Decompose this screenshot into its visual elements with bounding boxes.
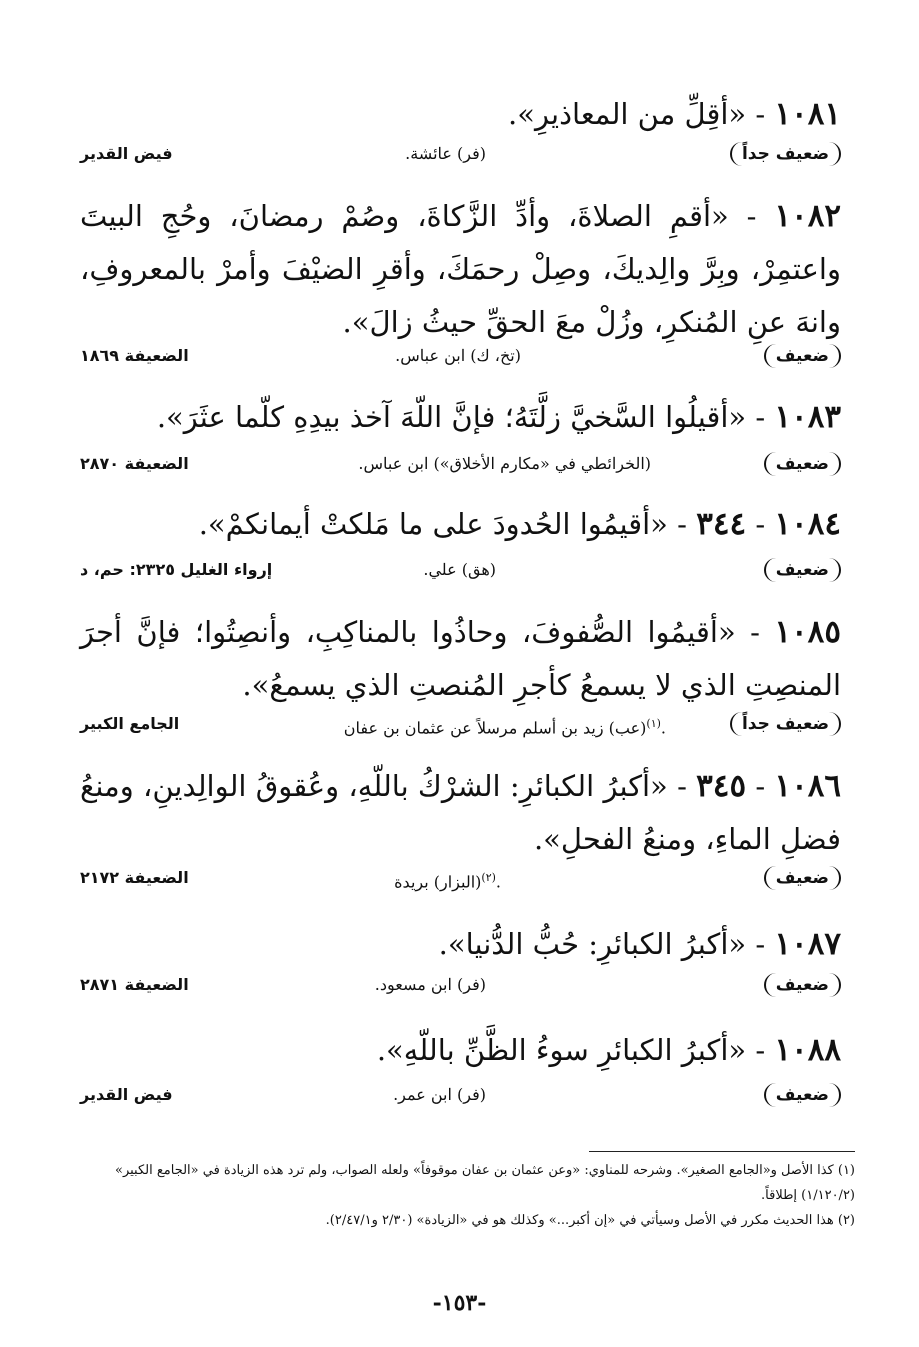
hadith-meta xyxy=(80,452,841,482)
dash: - xyxy=(746,507,766,541)
hadith-number: ١٠٨٨ xyxy=(774,1032,841,1068)
hadith-number: ١٠٨٤ xyxy=(774,506,841,542)
source-text: (فر) ابن عمر. xyxy=(393,1085,486,1104)
dash: - xyxy=(667,507,687,541)
hadith-number: ١٠٨٧ xyxy=(774,926,841,962)
grade-badge: ضعيف xyxy=(764,973,841,997)
hadith-entry xyxy=(80,190,841,349)
hadith-text: «أكبرُ الكبائرِ: الشرْكُ باللّهِ، وعُقوقُ الوالِدينِ، ومنعُ فضلِ الماءِ، ومنعُ الفحلِ». xyxy=(80,769,841,856)
hadith-number: ١٠٨٢ xyxy=(774,198,841,234)
hadith-entry xyxy=(80,760,841,866)
dash: - xyxy=(746,927,766,961)
grade-badge: ضعيف xyxy=(764,558,841,582)
grade-badge: ضعيف xyxy=(764,866,841,890)
dash: - xyxy=(735,615,760,649)
hadith-text: «أقيمُوا الصُّفوفَ، وحاذُوا بالمناكِبِ، وأنصِتُوا؛ فإنَّ أجرَ المنصِتِ الذي لا يسمعُ كأجرِ المُنصتِ الذي يسمعُ». xyxy=(80,615,841,702)
grade-badge: ضعيف xyxy=(764,1083,841,1107)
hadith-text: «أكبرُ الكبائرِ: حُبُّ الدُّنيا». xyxy=(438,927,747,961)
footnote: (١) كذا الأصل و«الجامع الصغير». وشرحه للمناوي: «وعن عثمان بن عفان موقوفاً» ولعله الصواب، ولم ترد هذه الزيادة في «الجامع الكبير» (١/١٢٠/٢) إطلاقاً. xyxy=(115,1163,855,1203)
reference-text: الجامع الكبير xyxy=(80,714,180,733)
hadith-text: «أقمِ الصلاةَ، وأدِّ الزَّكاةَ، وصُمْ رمضانَ، وحُجِ البيتَ واعتمِرْ، وبِرَّ والِديكَ، وصِلْ رحمَكَ، وأقرِ الضيْفَ وأمرْ بالمعروفِ، وانهَ عنِ المُنكرِ، وزُلْ معَ الحقِّ حيثُ زالَ». xyxy=(80,199,841,339)
footnote: (٢) هذا الحديث مكرر في الأصل وسيأتي في «إن أكبر...» وكذلك هو في «الزيادة» (٢/٣٠ و٢/٤٧/١). xyxy=(325,1213,855,1228)
hadith-number: ١٠٨٣ xyxy=(774,399,841,435)
dash: - xyxy=(728,199,757,233)
reference-text: الضعيفة ٢١٧٢ xyxy=(80,868,189,887)
hadith-meta xyxy=(80,712,841,742)
hadith-entry xyxy=(80,606,841,712)
source-text: (البزار) بريدة$^{(٢)}$. xyxy=(394,871,501,892)
grade-badge: ضعيف جداً xyxy=(730,142,841,166)
source-text-main: (البزار) بريدة xyxy=(394,872,482,892)
reference-text: الضعيفة ١٨٦٩ xyxy=(80,346,189,365)
source-text-main: (عب) زيد بن أسلم مرسلاً عن عثمان بن عفان xyxy=(343,718,647,738)
reference-text: الضعيفة ٢٨٧١ xyxy=(80,975,189,994)
grade-badge: ضعيف جداً xyxy=(730,712,841,736)
footnote-divider xyxy=(589,1151,855,1152)
hadith-text: «أقيلُوا السَّخيَّ زلَّتَهُ؛ فإنَّ اللّهَ آخذ بيدِهِ كلّما عثَرَ». xyxy=(156,400,747,434)
source-text: (الخرائطي في «مكارم الأخلاق») ابن عباس. xyxy=(358,454,651,473)
hadith-text: «أقيمُوا الحُدودَ على ما مَلكتْ أيمانكمْ». xyxy=(198,507,668,541)
hadith-number: ١٠٨٥ xyxy=(774,614,841,650)
hadith-text: «أكبرُ الكبائرِ سوءُ الظَّنِّ باللّهِ». xyxy=(376,1033,747,1067)
reference-text: فيض القدير xyxy=(80,1085,173,1104)
hadith-meta xyxy=(80,1083,841,1113)
reference-text: الضعيفة ٢٨٧٠ xyxy=(80,454,189,473)
hadith-number: ١٠٨٦ xyxy=(774,768,842,804)
hadith-text: «أقِلِّ من المعاذيرِ». xyxy=(508,97,747,131)
grade-badge: ضعيف xyxy=(764,452,841,476)
footnotes xyxy=(82,1158,855,1233)
source-text: (هق) علي. xyxy=(423,560,496,579)
hadith-meta xyxy=(80,344,841,374)
footnote-marker: (١) xyxy=(646,717,661,730)
hadith-meta xyxy=(80,142,841,172)
reference-text: إرواء الغليل ٢٣٢٥: حم، د xyxy=(80,560,273,579)
dash: - xyxy=(746,400,766,434)
hadith-entry xyxy=(80,918,841,971)
dash: - xyxy=(667,769,687,803)
dash: - xyxy=(746,769,766,803)
dash: - xyxy=(746,1033,766,1067)
hadith-meta xyxy=(80,558,841,588)
source-text: (فر) ابن مسعود. xyxy=(374,975,486,994)
source-text: (فر) عائشة. xyxy=(405,144,486,163)
hadith-entry xyxy=(80,391,841,444)
dash: - xyxy=(746,97,766,131)
secondary-number: ٣٤٤ xyxy=(696,506,747,542)
hadith-number: ١٠٨١ xyxy=(774,96,841,132)
hadith-meta xyxy=(80,866,841,896)
source-text: (عب) زيد بن أسلم مرسلاً عن عثمان بن عفان$^{(١)}$. xyxy=(343,717,666,738)
reference-text: فيض القدير xyxy=(80,144,173,163)
hadith-entry xyxy=(80,498,841,551)
source-text: (تخ، ك) ابن عباس. xyxy=(395,346,521,365)
footnote-marker: (٢) xyxy=(481,871,496,884)
secondary-number: ٣٤٥ xyxy=(696,768,747,804)
grade-badge: ضعيف xyxy=(764,344,841,368)
hadith-meta xyxy=(80,973,841,1003)
hadith-entry xyxy=(80,1024,841,1077)
hadith-entry xyxy=(80,88,841,141)
page-number: -١٥٣- xyxy=(432,1290,487,1316)
